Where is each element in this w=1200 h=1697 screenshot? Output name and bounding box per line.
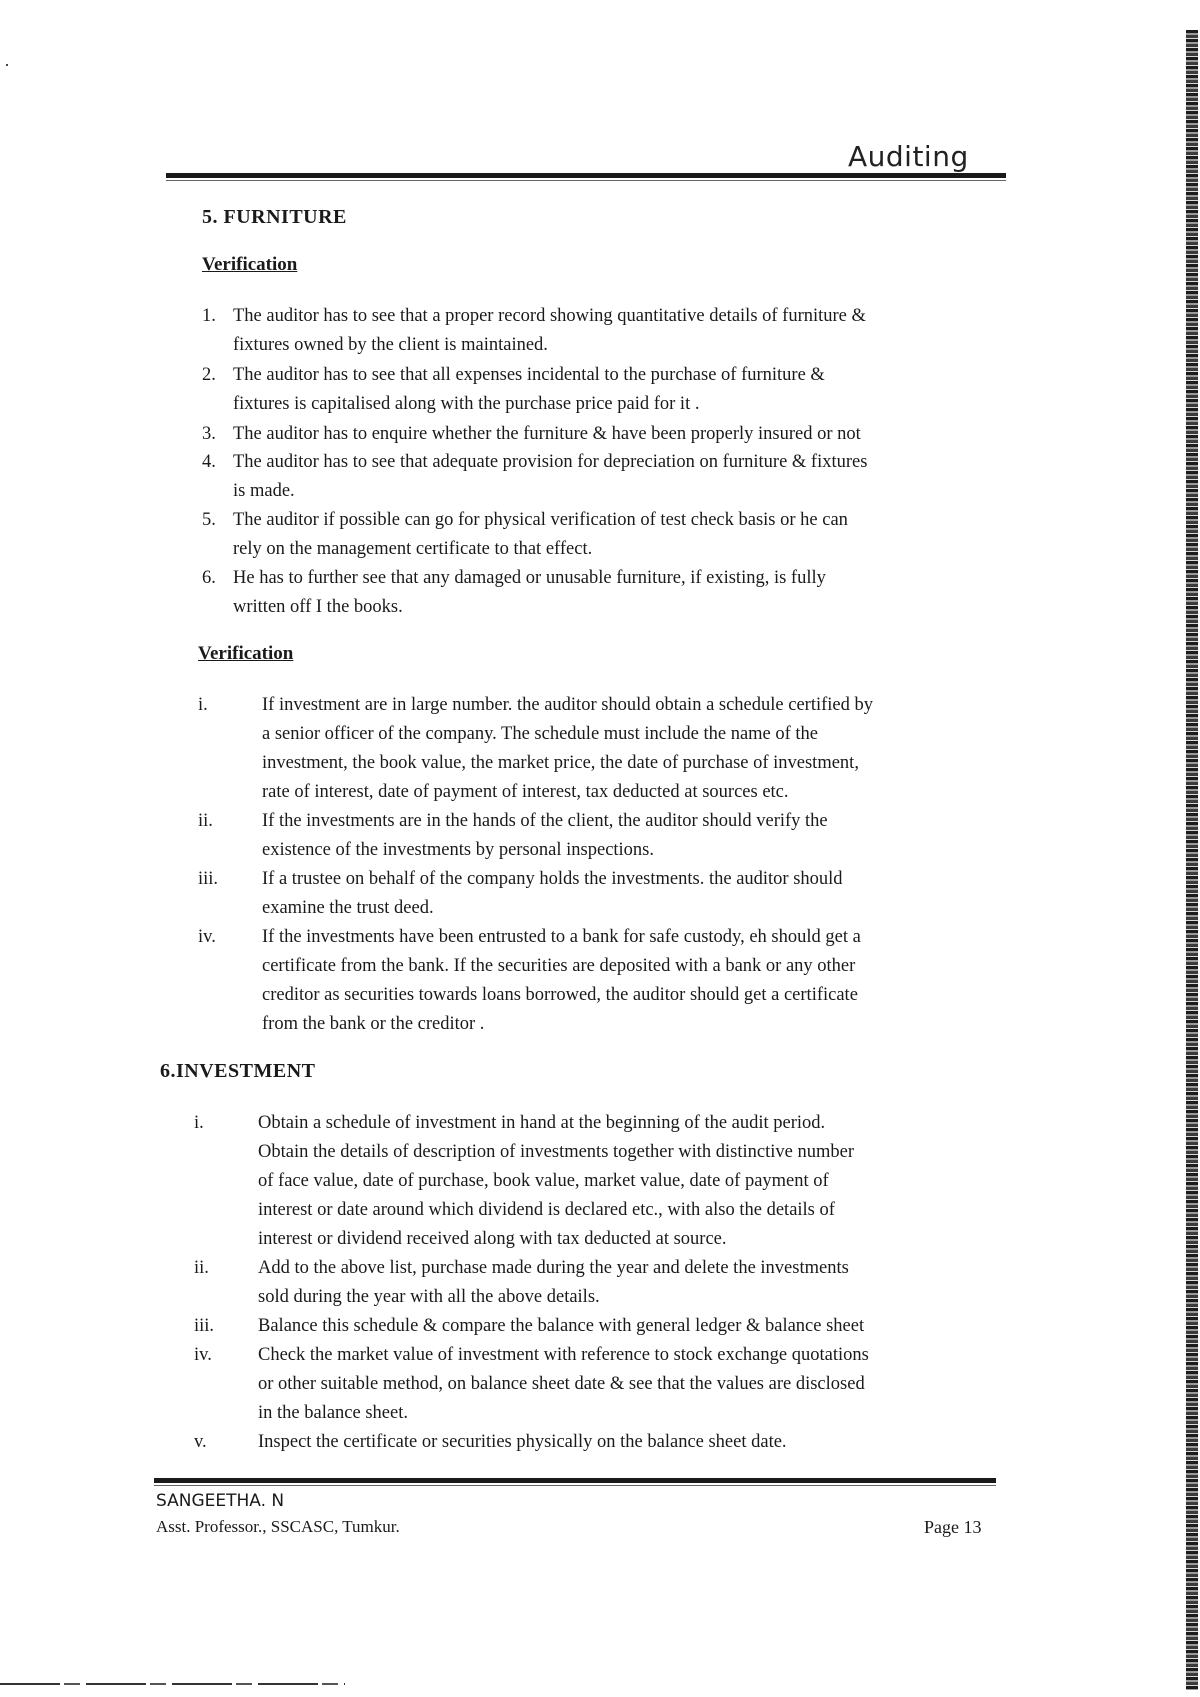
list-line: If investment are in large number. the auditor should obtain a schedule certified by bbox=[262, 695, 873, 715]
list-line: investment, the book value, the market price, the date of purchase of investment, bbox=[262, 753, 859, 773]
list-marker: 2. bbox=[202, 365, 216, 385]
list-marker: iii. bbox=[198, 869, 219, 889]
list-line: The auditor has to enquire whether the furniture & have been properly insured or not bbox=[233, 424, 861, 444]
list-line: interest or date around which dividend is declared etc., with also the details of bbox=[258, 1200, 835, 1220]
list-marker: 4. bbox=[202, 452, 216, 472]
list-line: a senior officer of the company. The schedule must include the name of the bbox=[262, 724, 819, 744]
list-line: fixtures is capitalised along with the purchase price paid for it . bbox=[233, 394, 700, 414]
list-marker: 3. bbox=[202, 424, 216, 444]
furniture-heading: 5. FURNITURE bbox=[202, 206, 347, 228]
list-line: The auditor has to see that a proper record showing quantitative details of furniture & bbox=[233, 306, 866, 326]
list-line: existence of the investments by personal inspections. bbox=[262, 840, 655, 860]
list-line: examine the trust deed. bbox=[262, 898, 434, 918]
scan-speck bbox=[6, 64, 8, 66]
list-line: interest or dividend received along with tax deducted at source. bbox=[258, 1229, 727, 1249]
footer-rule-thin bbox=[154, 1485, 996, 1486]
list-marker: 1. bbox=[202, 306, 216, 326]
list-line: If the investments are in the hands of the client, the auditor should verify the bbox=[262, 811, 828, 831]
list-line: He has to further see that any damaged or unusable furniture, if existing, is fully bbox=[233, 568, 826, 588]
list-line: fixtures owned by the client is maintained. bbox=[233, 335, 548, 355]
investment-verification-heading: Verification bbox=[198, 643, 294, 664]
list-line: Balance this schedule & compare the balance with general ledger & balance sheet bbox=[258, 1316, 865, 1336]
list-line: is made. bbox=[233, 481, 295, 501]
list-marker: i. bbox=[198, 695, 208, 715]
investment-heading: 6.INVESTMENT bbox=[160, 1060, 316, 1082]
author-role: Asst. Professor., SSCASC, Tumkur. bbox=[156, 1517, 400, 1536]
list-line: The auditor has to see that all expenses incidental to the purchase of furniture & bbox=[233, 365, 825, 385]
header-rule-thin bbox=[166, 180, 1006, 181]
list-line: rely on the management certificate to that effect. bbox=[233, 539, 593, 559]
list-marker: iv. bbox=[198, 927, 216, 947]
scan-artifact-line bbox=[0, 1683, 345, 1685]
list-line: rate of interest, date of payment of interest, tax deducted at sources etc. bbox=[262, 782, 789, 802]
list-line: certificate from the bank. If the securities are deposited with a bank or any other bbox=[262, 956, 856, 976]
list-line: Inspect the certificate or securities physically on the balance sheet date. bbox=[258, 1432, 787, 1452]
list-line: If the investments have been entrusted to a bank for safe custody, eh should get a bbox=[262, 927, 861, 947]
list-line: Obtain a schedule of investment in hand at the beginning of the audit period. bbox=[258, 1113, 826, 1133]
list-line: written off I the books. bbox=[233, 597, 403, 617]
list-marker: v. bbox=[194, 1432, 207, 1452]
list-line: in the balance sheet. bbox=[258, 1403, 408, 1423]
running-header: Auditing bbox=[848, 140, 969, 173]
list-marker: ii. bbox=[198, 811, 213, 831]
list-line: Check the market value of investment with reference to stock exchange quotations bbox=[258, 1345, 869, 1365]
list-line: If a trustee on behalf of the company holds the investments. the auditor should bbox=[262, 869, 843, 889]
list-marker: iv. bbox=[194, 1345, 212, 1365]
list-line: The auditor has to see that adequate provision for depreciation on furniture & fixtures bbox=[233, 452, 868, 472]
list-line: The auditor if possible can go for physical verification of test check basis or he can bbox=[233, 510, 848, 530]
furniture-verification-heading: Verification bbox=[202, 254, 298, 275]
list-line: creditor as securities towards loans borrowed, the auditor should get a certificate bbox=[262, 985, 858, 1005]
list-marker: i. bbox=[194, 1113, 204, 1133]
list-line: of face value, date of purchase, book value, market value, date of payment of bbox=[258, 1171, 829, 1191]
list-marker: 6. bbox=[202, 568, 216, 588]
page-number: Page 13 bbox=[924, 1517, 982, 1537]
list-line: Add to the above list, purchase made during the year and delete the investments bbox=[258, 1258, 849, 1278]
list-marker: 5. bbox=[202, 510, 216, 530]
list-line: or other suitable method, on balance sheet date & see that the values are disclosed bbox=[258, 1374, 865, 1394]
list-line: sold during the year with all the above details. bbox=[258, 1287, 600, 1307]
author-name: SANGEETHA. N bbox=[156, 1491, 285, 1511]
footer-rule bbox=[154, 1478, 996, 1483]
list-line: Obtain the details of description of investments together with distinctive number bbox=[258, 1142, 854, 1162]
list-line: from the bank or the creditor . bbox=[262, 1014, 485, 1034]
header-rule bbox=[166, 173, 1006, 178]
list-marker: ii. bbox=[194, 1258, 209, 1278]
scan-edge bbox=[1186, 30, 1198, 1690]
list-marker: iii. bbox=[194, 1316, 215, 1336]
